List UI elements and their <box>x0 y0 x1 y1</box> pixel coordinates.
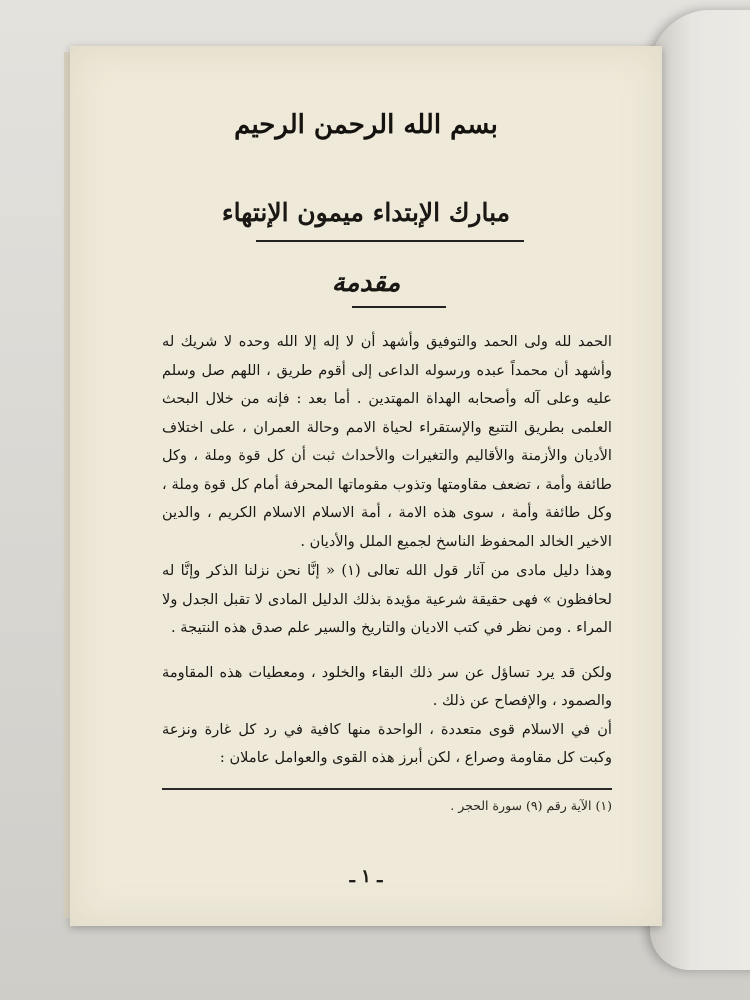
facing-page-edge <box>650 10 750 970</box>
heading-underline <box>352 306 446 308</box>
section-heading: مقدمة <box>331 268 401 298</box>
footnote-divider <box>162 788 612 790</box>
paragraph-2: وهذا دليل مادى من آثار قول الله تعالى (١) « إنَّا نحن نزلنا الذكر وإنَّا له لحافظون » فهى حقيقة شرعية مؤيدة بذلك الدليل المادى لا تقبل الجدل ولا المراء . ومن نظر في كتب الاديان والتاريخ والسير علم صدق هذه النتيجة . <box>162 562 613 636</box>
body-text <box>162 328 612 773</box>
page-subtitle: مبارك الإبتداء ميمون الإنتهاء <box>221 198 511 227</box>
page-number: ـ ١ ـ <box>349 866 383 887</box>
paragraph-3: ولكن قد يرد تساؤل عن سر ذلك البقاء والخلود ، ومعطيات هذه المقاومة والصمود ، والإفصاح عن ذلك . <box>162 663 612 709</box>
footnote: (١) الآية رقم (٩) سورة الحجر . <box>450 798 612 813</box>
paragraph-1: الحمد لله ولى الحمد والتوفيق وأشهد أن لا إله إلا الله وحده لا شريك له وأشهد أن محمداً عبده ورسوله الداعى إلى أقوم طريق ، اللهم صل وسلم عليه وعلى آله وأصحابه الهداة المهتدين . أما بعد : فإنه من خلال البحث العلمى بطريق التتبع والإستقراء لحياة الامم وحالة العمران ، على اختلاف الأديان والأزمنة والأقاليم والتغيرات والأحداث ثبت أن كل قوة وملة ، وكل طائفة وأمة ، تضعف مقاومتها وتذوب مقوماتها المحرفة أمام كل قوة وملة ، وكل طائفة وأمة ، سوى هذه الامة ، أمة الاسلام الاسلام الكريم ، والدين الاخير الخالد المحفوظ الناسخ لجميع الملل والأديان . <box>162 333 612 550</box>
subtitle-rule <box>256 240 524 242</box>
basmala-calligraphy: بسم الله الرحمن الرحيم <box>234 110 498 140</box>
book-page <box>70 46 662 926</box>
paragraph-4: أن في الاسلام قوى متعددة ، الواحدة منها كافية في رد كل غارة ونزعة وكبت كل مقاومة وصراع ، لكن أبرز هذه القوى والعوامل عاملان : <box>162 720 612 766</box>
